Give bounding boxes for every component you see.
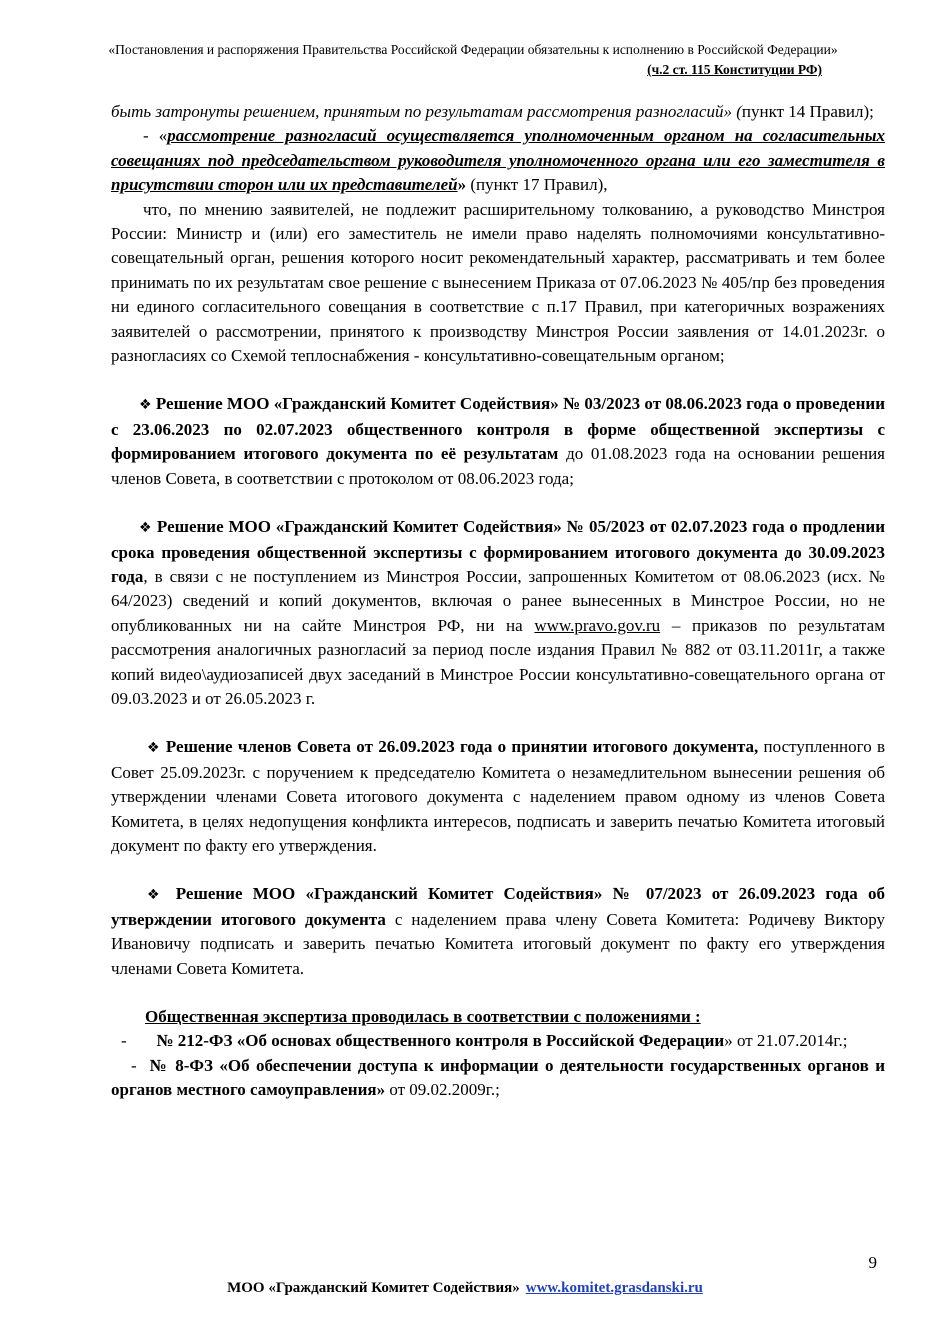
document-body (111, 100, 885, 1103)
diamond-bullet-icon: ❖ (147, 887, 166, 904)
law-212-fz (111, 1029, 885, 1053)
list-dash: - (131, 1055, 137, 1075)
decision-title: Решение МОО «Гражданский Комитет Содействия» № 05/2023 от 02.07.2023 года о продлении срока проведения общественной экспертизы с формированием итогового документа до 30.09.2023 года (111, 517, 885, 586)
law-title: № 212-ФЗ «Об основах общественного контроля в Российской Федерации (156, 1031, 725, 1051)
paragraph-applicants-opinion: что, по мнению заявителей, не подлежит расширительному толкованию, а руководство Минстроя России: Министр и (или) его заместитель не имели право наделять полномочиями консультативно-совещательный орган, решения которого носит рекомендательный характер, рассматривать и тем более принимать по их результатам свое решение с вынесением Приказа от 07.06.2023 № 405/пр без проведения ни единого согласительного совещания в соответствие с п.17 Правил, при категоричных возражениях заявителей о рассмотрении, принятого к производству Минстроя России заявления от 14.01.2023г. о разногласиях со Схемой теплоснабжения - консультативно-совещательным органом; (111, 199, 885, 366)
diamond-bullet-icon: ❖ (139, 520, 153, 537)
decision-details: с наделением права члену Совета Комитета: Родичеву Виктору Ивановичу подписать и заверить печатью Комитета итоговый документ по факту его утверждения членами Совета Комитета. (111, 909, 886, 978)
law-date: » от 21.07.2014г.; (724, 1031, 848, 1051)
running-header (60, 40, 886, 80)
page-footer (0, 1280, 930, 1297)
law-8-fz (111, 1054, 885, 1103)
italic-quote: быть затронуты решением, принятым по результатам рассмотрения разногласий» ( (111, 102, 742, 121)
decision-item-council (111, 735, 885, 858)
decision-item-03-2023 (111, 392, 885, 491)
page-number: 9 (868, 1253, 877, 1272)
diamond-bullet-icon: ❖ (147, 740, 161, 757)
decision-title: Решение МОО «Гражданский Комитет Содействия» № 03/2023 от 08.06.2023 года о проведении с 23.06.2023 по 02.07.2023 общественного контроля в форме общественной экспертизы с формированием итогового документа по её результатам (111, 394, 885, 464)
quote-close: » (457, 175, 467, 195)
decision-details: поступленного в Совет 25.09.2023г. с поручением к председателю Комитета о незамедлительном вынесении решения об утверждении членами Совета итогового документа с наделением правом одному из членов Совета Комитета, в целях недопущения конфликта интересов, подписать и заверить печатью Комитета итоговый документ по факту его утверждения. (111, 737, 886, 855)
footer-org-name: МОО «Гражданский Комитет Содействия» (227, 1280, 520, 1296)
rule-17-ref: (пункт 17 Правил), (466, 175, 608, 195)
decision-title: Решение МОО «Гражданский Комитет Содействия» № 07/2023 от 26.09.2023 года об утверждении итогового документа (111, 884, 885, 929)
section-heading: Общественная экспертиза проводилась в соответствии с положениями : (145, 1007, 701, 1026)
decision-title: Решение членов Совета от 26.09.2023 года о принятии итогового документа, (165, 737, 759, 757)
pravo-gov-link[interactable]: www.pravo.gov.ru (534, 615, 661, 635)
law-title: № 8-ФЗ «Об обеспечении доступа к информации о деятельности государственных органов и органов местного самоуправления» (111, 1055, 885, 1100)
decision-details: до 01.08.2023 года на основании решения членов Совета, в соответствии с протоколом от 08.06.2023 года; (111, 444, 885, 488)
decision-item-07-2023 (111, 882, 885, 981)
footer-website-link[interactable]: www.komitet.grasdanski.ru (525, 1280, 703, 1296)
header-constitution-ref: (ч.2 ст. 115 Конституции РФ) (647, 62, 822, 77)
rule-ref: пункт 14 Правил); (741, 102, 874, 121)
decision-details: , в связи с не поступлением из Минстроя России, запрошенных Комитетом от 08.06.2023 (исх. № 64/2023) сведений и копий документов, включая о ранее вынесенных в Минстрое России, но не опубликованных ни на сайте Минстроя РФ, ни на (111, 566, 885, 635)
paragraph-rule-14 (111, 100, 885, 124)
diamond-bullet-icon: ❖ (139, 397, 152, 414)
header-quote: «Постановления и распоряжения Правительства Российской Федерации обязательны к исполнению в Российской Федерации» (108, 42, 838, 57)
law-date: от 09.02.2009г.; (385, 1080, 500, 1100)
decision-details-cont: – приказов по результатам рассмотрения аналогичных разногласий за период после издания Правил № 882 от 03.11.2011г, а также копий видео\аудиозаписей двух заседаний в Минстрое России консультативно-совещательного органа от 09.03.2023 и от 26.05.2023 г. (111, 615, 885, 708)
list-dash: - (121, 1031, 127, 1051)
rule-17-quote: рассмотрение разногласий осуществляется уполномоченным органом на согласительных совещаниях под председательством руководителя уполномоченного органа или его заместителя в присутствии сторон или их представителей (111, 126, 885, 195)
decision-item-05-2023 (111, 515, 885, 711)
quote-open: - « (143, 126, 168, 146)
paragraph-rule-17 (111, 124, 885, 197)
